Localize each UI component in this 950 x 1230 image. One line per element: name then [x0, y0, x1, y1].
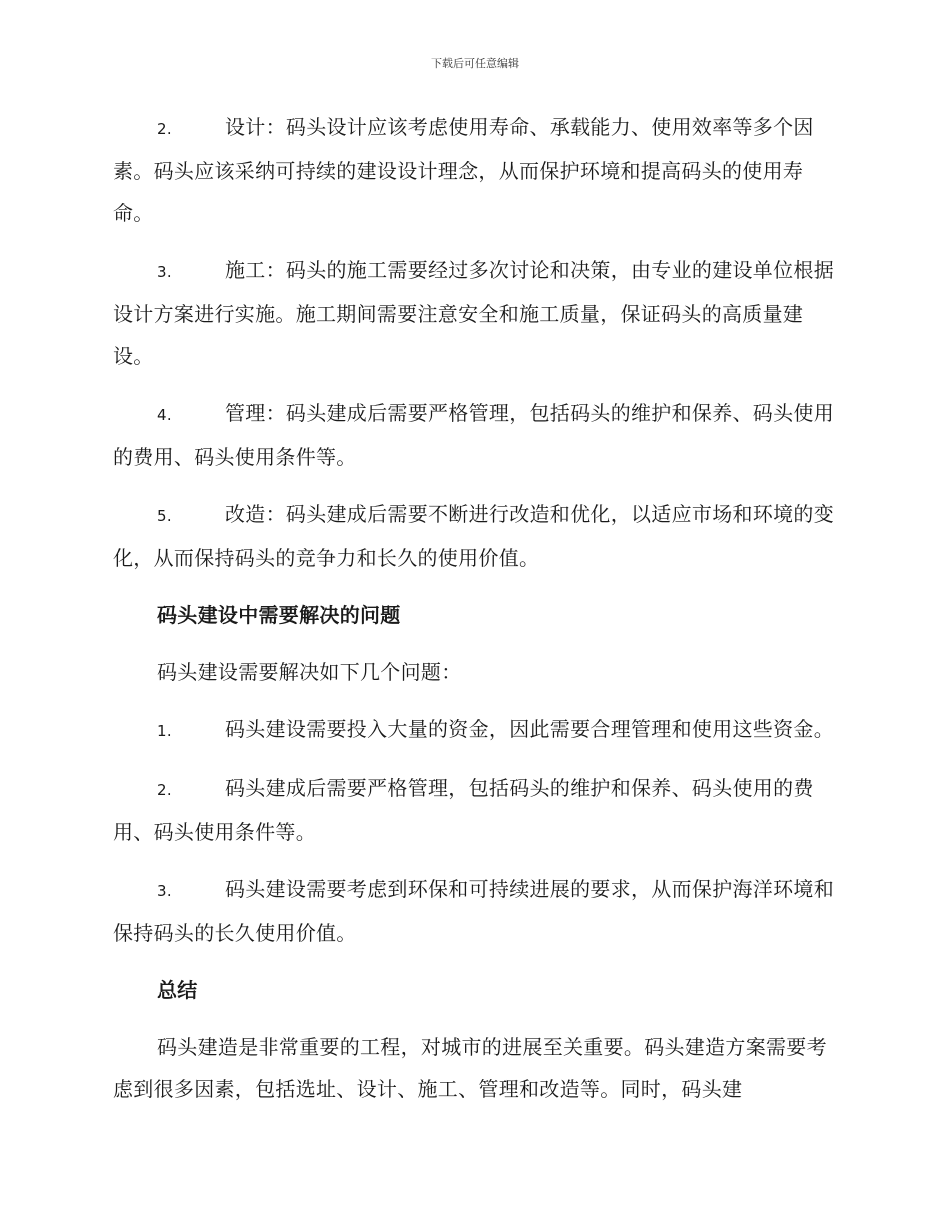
list-number: 2.: [157, 120, 172, 138]
list-number: 2.: [157, 781, 172, 799]
list-text: 施工：码头的施工需要经过多次讨论和决策，由专业的建设单位根据设计方案进行实施。施工期间需要注意安全和施工质量，保证码头的高质量建设。: [113, 258, 834, 368]
list-item: [113, 493, 835, 579]
list-text: 码头建设需要考虑到环保和可持续进展的要求，从而保护海洋环境和保持码头的长久使用价值。: [113, 877, 834, 945]
section-intro: 码头建设需要解决如下几个问题：: [157, 660, 462, 684]
list-item: [113, 767, 835, 853]
list-item: [113, 868, 835, 954]
list-item: [113, 249, 835, 377]
list-text: 设计：码头设计应该考虑使用寿命、承载能力、使用效率等多个因素。码头应该采纳可持续的建设设计理念，从而保护环境和提高码头的使用寿命。: [113, 115, 814, 225]
list-item: [113, 708, 835, 752]
summary-heading: 总结: [157, 978, 198, 1002]
list-number: 5.: [157, 507, 172, 525]
document-body: [113, 106, 835, 1125]
list-text: 码头建设需要投入大量的资金，因此需要合理管理和使用这些资金。: [225, 717, 834, 741]
list-item: [113, 106, 835, 234]
list-number: 3.: [157, 263, 172, 281]
page-header: 下载后可任意编辑: [431, 57, 519, 70]
list-number: 1.: [157, 722, 172, 740]
list-text: 改造：码头建成后需要不断进行改造和优化，以适应市场和环境的变化，从而保持码头的竞争力和长久的使用价值。: [113, 502, 834, 570]
list-text: 码头建成后需要严格管理，包括码头的维护和保养、码头使用的费用、码头使用条件等。: [113, 776, 814, 844]
section-heading: 码头建设中需要解决的问题: [157, 603, 401, 627]
list-text: 管理：码头建成后需要严格管理，包括码头的维护和保养、码头使用的费用、码头使用条件等。: [113, 401, 834, 469]
list-number: 4.: [157, 406, 172, 424]
summary-paragraph: 码头建造是非常重要的工程，对城市的进展至关重要。码头建造方案需要考虑到很多因素，包括选址、设计、施工、管理和改造等。同时，码头建: [113, 1035, 827, 1101]
list-item: [113, 392, 835, 478]
list-number: 3.: [157, 882, 172, 900]
